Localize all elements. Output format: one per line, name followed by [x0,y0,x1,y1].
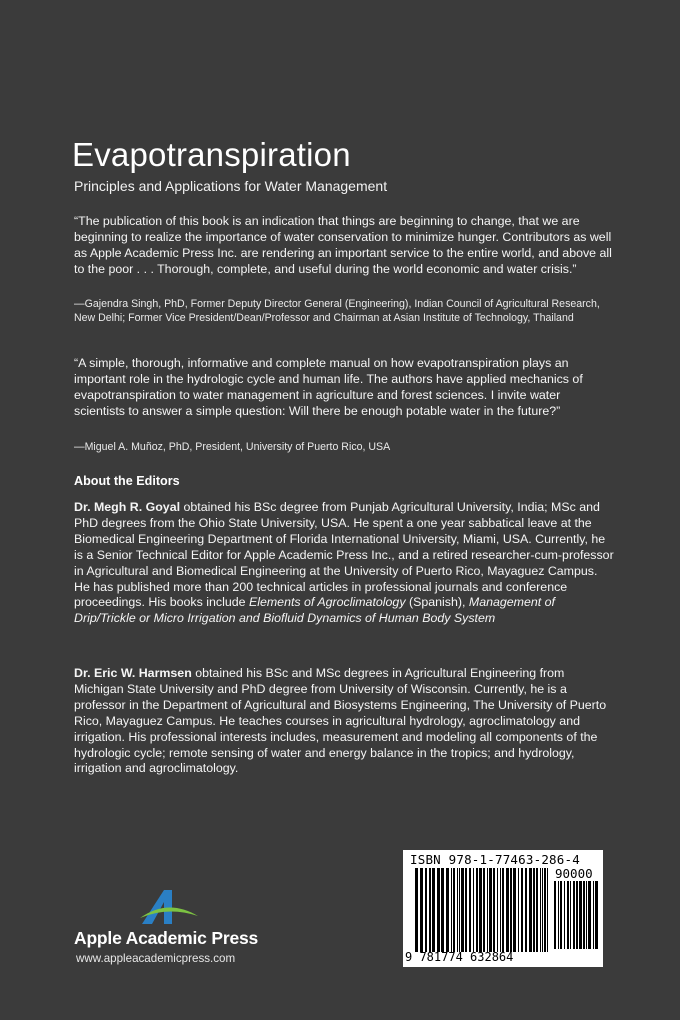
barcode-bar [425,868,427,952]
barcode-bar [487,868,488,952]
barcode-bar [446,868,449,952]
quote-1-attribution: —Gajendra Singh, PhD, Former Deputy Director General (Engineering), Indian Council of Agricultural Research, New Delhi; Former Vice President/Dean/Professor and Chairman at Asian Institute of Technology, Thailand [74,298,600,324]
barcode-bar [576,881,578,949]
barcode-digits: 9 781774 632864 [405,950,514,964]
barcode-bar [500,868,501,952]
barcode-bar [461,868,464,952]
barcode-bar [432,868,435,952]
barcode-bar [502,868,504,952]
about-editors-heading: About the Editors [74,474,180,488]
quote-2-attribution: —Miguel A. Muñoz, PhD, President, University of Puerto Rico, USA [74,441,391,453]
barcode-bar [544,868,546,952]
barcode-bar [529,868,532,952]
barcode-bar [540,868,541,952]
editor-2-bio-text: obtained his BSc and MSc degrees in Agricultural Engineering from Michigan State University and PhD degree from University of Wisconsin. Currently, he is a professor in the Department of Agricultural and Biosystems Engineering, The University of Puerto Rico, Mayaguez Campus. He teaches courses in agricultural hydrology, agroclimatology and irrigation. His professional interests includes, measurement and modeling all components of the hydrologic cycle; remote sensing of water and energy balance in the tropics; and hydrology, irrigation and agroclimatology. [74,666,607,776]
editor-1-book-1: Elements of Agroclimatology [248,595,406,610]
barcode-bar [489,868,492,952]
editor-1-bio-text: obtained his BSc degree from Punjab Agricultural University, India; MSc and PhD degrees from the Ohio State University, USA. He spent a one year sabbatical leave at the Biomedical Engineering Department of Florida International University, Miami, USA. Currently, he is a Senior Technical Editor for Apple Academic Press Inc., and a retired researcher-cum-professor in Agricultural and Biomedical Engineering at the University of Puerto Rico, Mayaguez Campus. He has published more than 200 technical articles in professional journals and conference proceedings. His books include [74,500,614,610]
barcode-bars [415,868,551,952]
editor-2-name: Dr. Eric W. Harmsen [74,666,192,680]
barcode-bar [518,868,519,952]
barcode-bar [459,868,460,952]
quote-1-text: “The publication of this book is an indication that things are beginning to change, that we are beginning to realize the importance of water conservation to minimize hunger. Contributors as well as Apple Academic Press Inc. are rendering an important service to the entire world, and above all to the poor . . . Thorough, complete, and useful during the world economic and water crisis.” [74,214,612,276]
barcode-bar [441,868,444,952]
editor-1-name: Dr. Megh R. Goyal [74,500,181,514]
barcode-bar [465,868,467,952]
barcode-bar [415,868,418,952]
barcode-bar [595,881,598,949]
barcode-bar [451,868,452,952]
barcode-bar [420,868,423,952]
barcode-bar [476,868,478,952]
barcode-bar [506,868,509,952]
publisher-name: Apple Academic Press [74,928,259,948]
barcode-bar [558,881,559,949]
barcode-bar [473,868,474,952]
barcode-bar [483,868,485,952]
barcode-bar [521,868,523,952]
barcode-bar [497,868,498,952]
barcode-bar [453,868,455,952]
publisher-url[interactable]: www.appleacademicpress.com [76,952,236,965]
isbn-barcode [403,850,603,967]
barcode-bar [533,868,535,952]
barcode-price-code: 90000 [555,866,593,881]
barcode-bar [479,868,482,952]
barcode-bar [593,881,594,949]
barcode-bar [570,881,571,949]
barcode-bar [579,881,582,949]
barcode-bar [525,868,527,952]
barcode-bar [469,868,471,952]
barcode-bar [554,881,556,949]
barcode-bar [567,881,569,949]
barcode-bar [583,881,585,949]
barcode-bar [542,868,543,952]
barcode-bar [510,868,512,952]
barcode-bar [573,881,575,949]
editor-2-bio [74,666,614,777]
quote-2-text: “A simple, thorough, informative and complete manual on how evapotranspiration plays an important role in the hydrologic cycle and human life. The authors have applied mechanics of evapotranspiration to water management in agriculture and forest sciences. I invite water scientists to answer a simple question: Will there be enough potable water in the future?” [74,356,583,418]
isbn-label: ISBN 978-1-77463-286-4 [410,852,580,867]
barcode-bar [437,868,440,952]
barcode-bar [536,868,538,952]
publisher-logo-icon [138,886,200,926]
barcode-bar [513,868,516,952]
barcode-bar [588,881,591,949]
editor-1-book-2: Management of Drip/Trickle or Micro Irrigation and Biofluid Dynamics of Human Body System [74,595,555,626]
book-subtitle: Principles and Applications for Water Management [74,178,388,194]
barcode-bar [586,881,587,949]
editor-1-bio [74,500,614,627]
barcode-bar [564,881,565,949]
barcode-bar [547,868,548,952]
editor-1-book-1-note: (Spanish), [405,595,469,610]
barcode-bar [457,868,458,952]
barcode-bar [493,868,495,952]
barcode-bar [560,881,562,949]
book-title: Evapotranspiration [72,136,351,173]
barcode-addon-bars [554,881,600,949]
barcode-bar [429,868,431,952]
